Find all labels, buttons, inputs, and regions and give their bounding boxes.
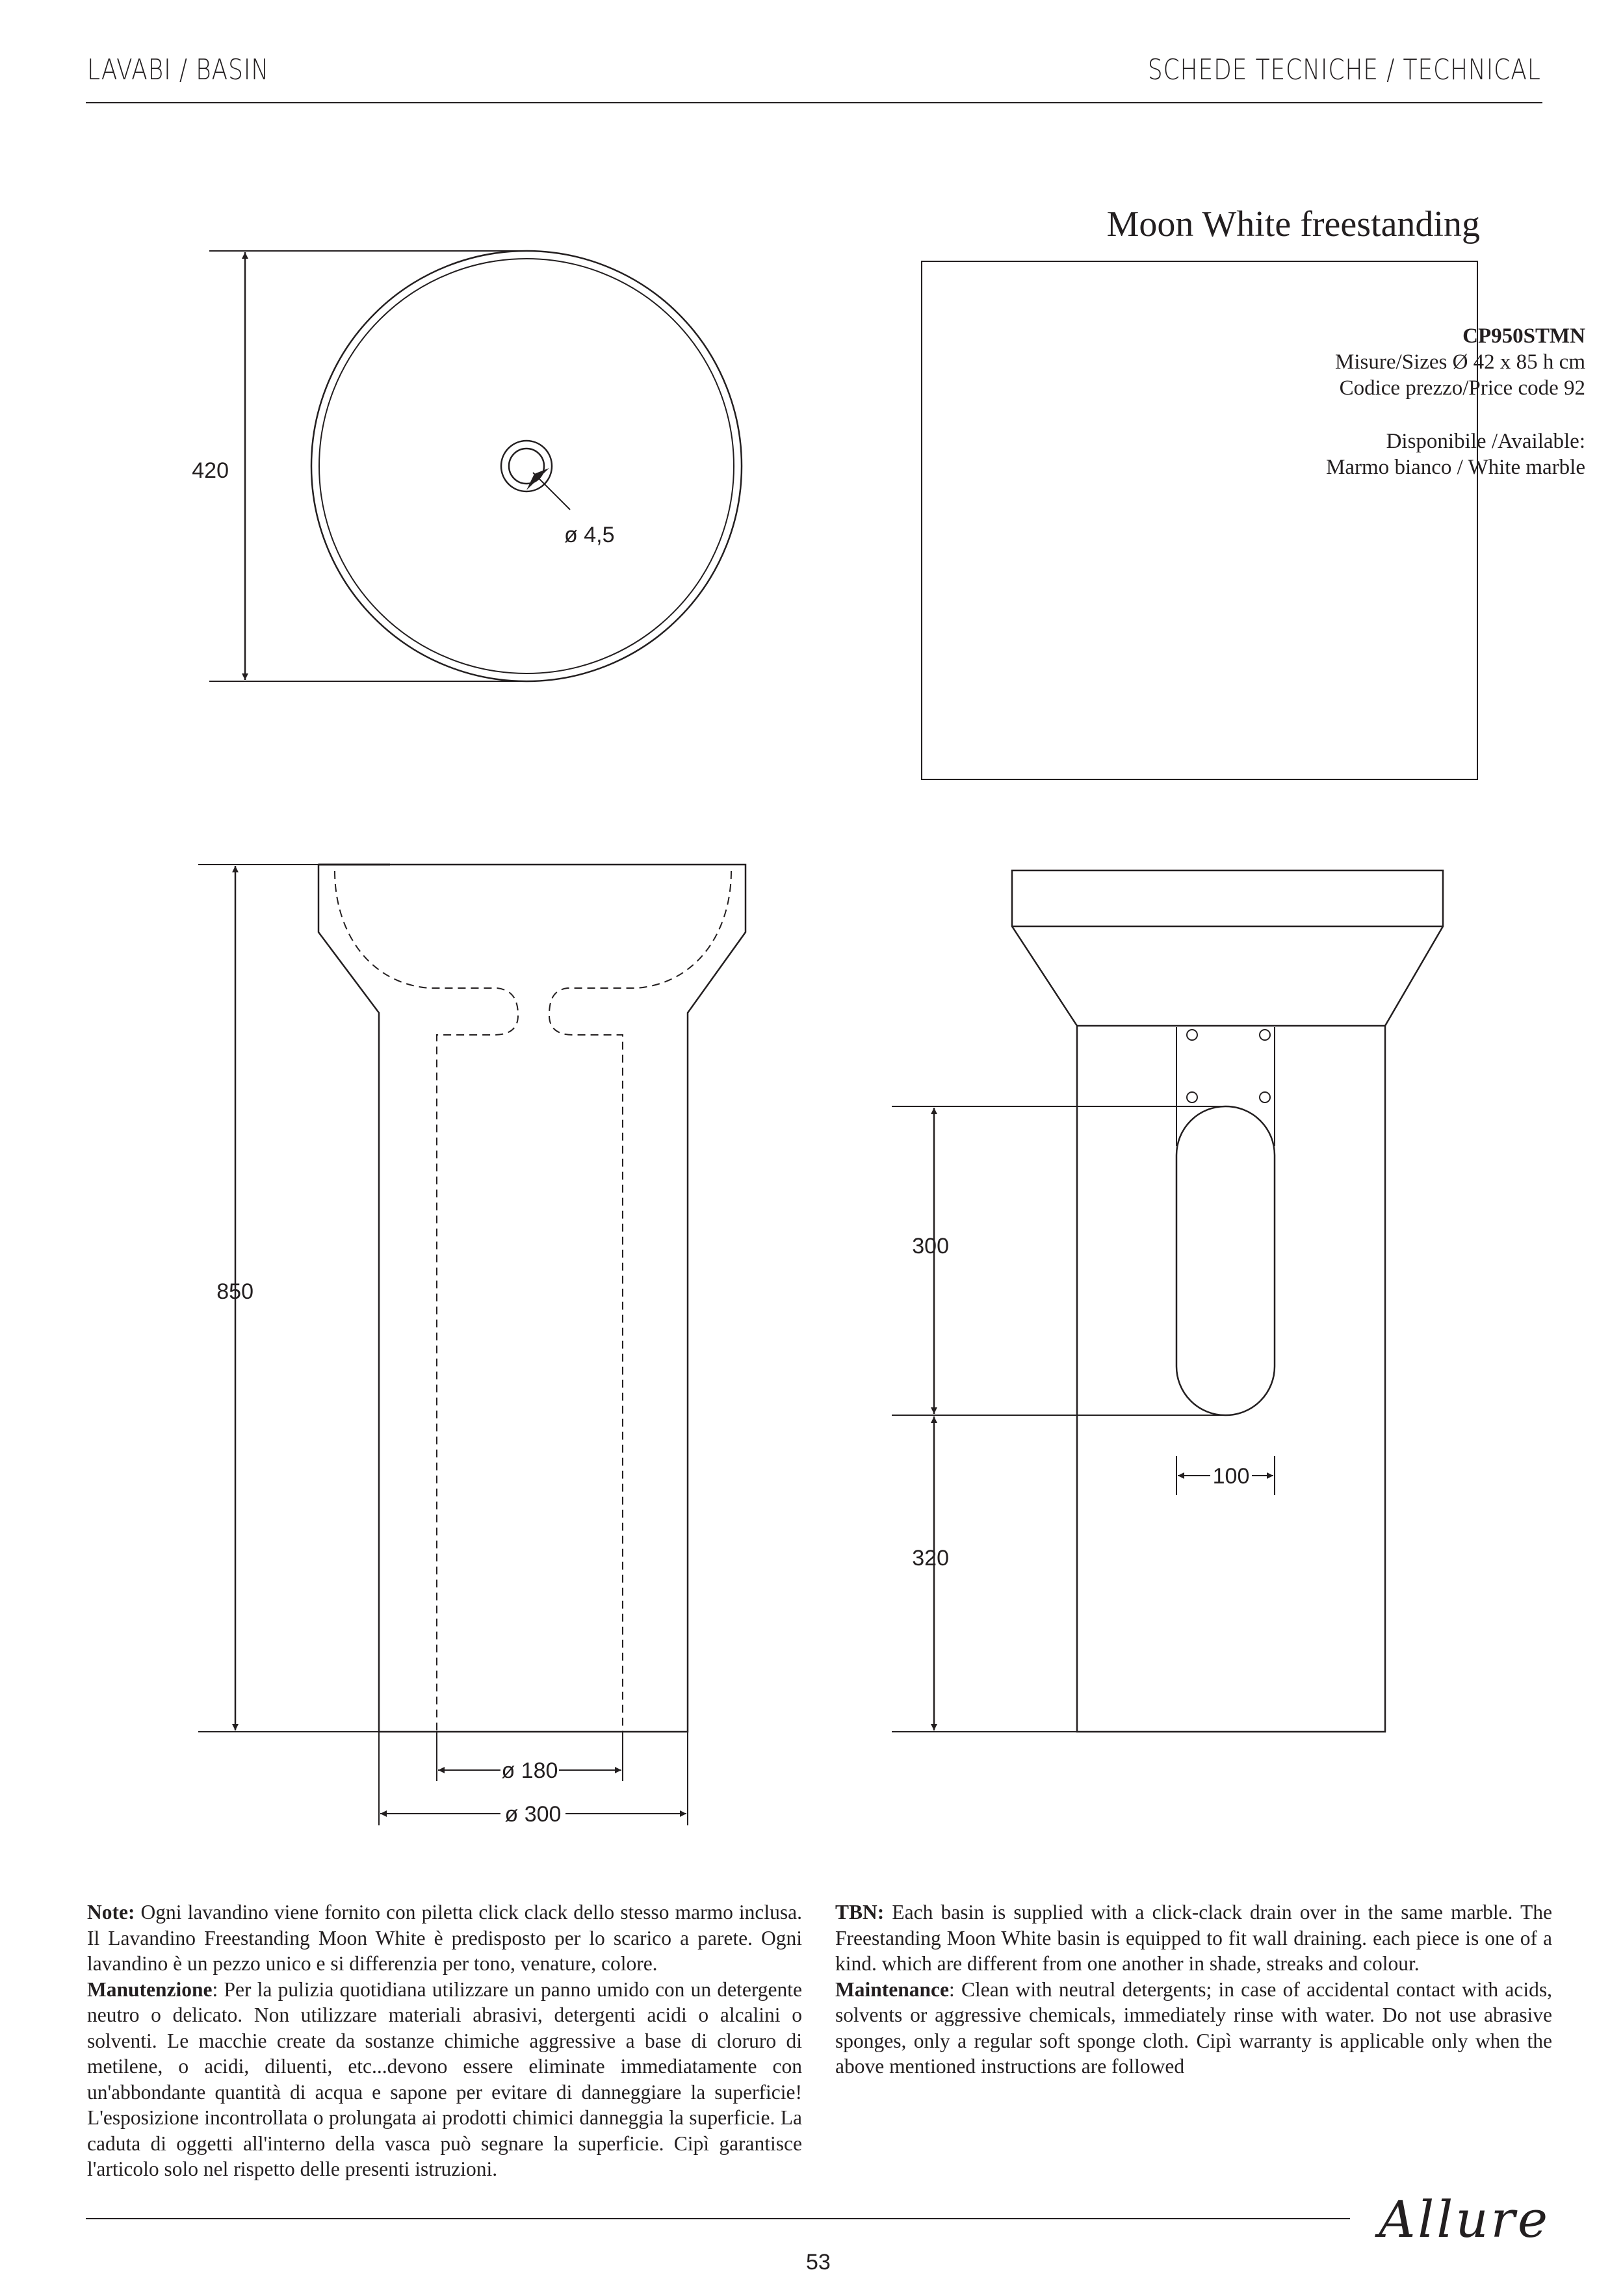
base-diameter-label: ø 300 (504, 1802, 562, 1827)
top-view (209, 251, 742, 681)
note-text: Ogni lavandino viene fornito con piletta click clack dello stesso marmo inclusa. Il Lavandino Freestanding Moon White è predisposto per lo scarico a parete. Ogni lavandino è un pezzo unico e si differenzia per tono, venature, colore. (87, 1901, 802, 1975)
footer-rule (86, 2218, 1350, 2219)
maintenance-text-en: : Clean with neutral detergents; in case of accidental contact with acids, solvents or aggressive chemicals, immediately rinse with water. Do not use abrasive sponges, only a regular soft sponge cloth. Cipì warranty is applicable only when the above mentioned instructions are followed (835, 1977, 1552, 2078)
header-section-right: SCHEDE TECNICHE / TECHNICAL (1148, 53, 1541, 86)
hidden-bowl-right (549, 871, 731, 1732)
available-label: Disponibile /Available: (1386, 430, 1585, 453)
page-number: 53 (806, 2250, 831, 2275)
product-sizes: Misure/Sizes Ø 42 x 85 h cm (1335, 350, 1585, 374)
slot-floor-label: 320 (912, 1546, 949, 1571)
slot-height-label: 300 (912, 1234, 949, 1259)
rear-view (892, 870, 1443, 1732)
product-material: Marmo bianco / White marble (1326, 456, 1585, 479)
product-title: Moon White freestanding (1106, 204, 1480, 244)
basin-outline (318, 865, 746, 1732)
inner-diameter-label: ø 180 (501, 1758, 558, 1783)
note-label: Note: (87, 1901, 135, 1924)
basin-inner-rim (319, 259, 734, 673)
hidden-bowl-left (335, 871, 518, 1732)
height-label: 850 (216, 1279, 253, 1304)
tbn-text: Each basin is supplied with a click-clack drain over in the same marble. The Freestanding Moon White basin is equipped to fit wall draining. each piece is one of a kind. which are different from one another in shade, streaks and colour. (835, 1901, 1552, 1975)
header-section-left: LAVABI / BASIN (87, 53, 270, 86)
basin-outer-rim (311, 251, 742, 681)
notes-italian (87, 1899, 802, 2182)
tbn-label: TBN: (835, 1901, 885, 1924)
wall-drain-slot (1176, 1106, 1275, 1415)
notes-english (835, 1899, 1552, 2080)
rear-outline (1012, 870, 1443, 1732)
product-price-code: Codice prezzo/Price code 92 (1339, 376, 1585, 400)
drain-diameter-label: ø 4,5 (564, 523, 615, 547)
maintenance-text-it: : Per la pulizia quotidiana utilizzare un panno umido con un detergente neutro o delicato. Non utilizzare materiali abrasivi, detergenti acidi o alcalini o solventi. Le macchie create da sostanze chimiche aggressive a base di cloruro di metilene, o acidi, diluenti, etc...devono essere eliminate immediatamente con un'abbondante quantità di acqua e sapone per evitare di danneggiare la superficie! L'esposizione incontrollata o prolungata ai prodotti chimici danneggia la superficie. La caduta di oggetti all'interno della vasca può segnare la superficie. Cipì garantisce l'articolo solo nel rispetto delle presenti istruzioni. (87, 1977, 802, 2180)
top-diameter-label: 420 (192, 458, 229, 483)
slot-width-label: 100 (1212, 1464, 1250, 1489)
maintenance-label-en: Maintenance (835, 1977, 949, 2001)
front-section-view (198, 865, 746, 1825)
product-code: CP950STMN (1462, 324, 1585, 348)
brand-logo: Allure (1379, 2191, 1550, 2249)
maintenance-label-it: Manutenzione (87, 1977, 213, 2001)
